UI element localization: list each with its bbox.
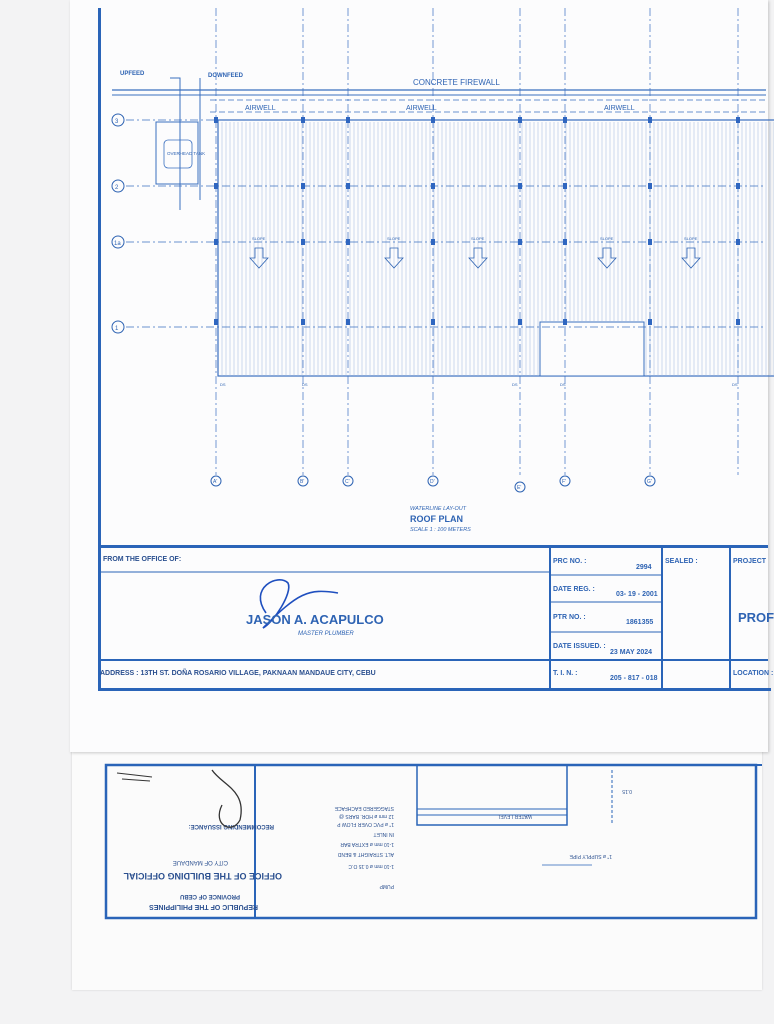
ds-label: DS <box>512 382 518 387</box>
back-signature <box>212 770 241 827</box>
prc-value: 2994 <box>636 564 652 571</box>
project-name-partial: PROF <box>738 610 774 625</box>
back-note: IN INLET <box>373 831 394 837</box>
ds-label: DS <box>220 382 226 387</box>
slope-label: SLOPE <box>684 236 698 241</box>
tin-label: T. I. N. : <box>553 670 578 677</box>
ptr-value: 1861355 <box>626 619 654 626</box>
back-dim: 0.15 <box>622 788 632 794</box>
roof-sheeting <box>222 122 774 376</box>
plumber-name: JASON A. ACAPULCO <box>246 612 384 627</box>
back-water-level: WATER LEVEL <box>497 813 532 819</box>
col-label: D' <box>430 479 435 485</box>
address: ADDRESS : 13TH ST. DOÑA ROSARIO VILLAGE, PAKNAAN MANDAUE CITY, CEBU <box>100 670 376 677</box>
slope-label: SLOPE <box>387 236 401 241</box>
drawing-sheet <box>70 0 774 752</box>
col-label: C' <box>345 479 350 485</box>
title-block <box>98 545 774 690</box>
back-sheet <box>72 745 762 990</box>
back-initials <box>117 773 152 781</box>
back-supply-pipe: 1" ø SUPPLY PIPE <box>569 853 612 859</box>
plan-title: ROOF PLAN <box>410 514 463 524</box>
column-grid-bubbles <box>211 476 655 492</box>
ds-label: DS <box>560 382 566 387</box>
airwell-label: AIRWELL <box>604 105 635 112</box>
airwell-label: AIRWELL <box>406 105 437 112</box>
col-label: F' <box>562 479 567 485</box>
back-recommending: RECOMMENDING ISSUANCE: <box>188 823 274 829</box>
row-label: 3 <box>115 119 119 125</box>
date-reg-label: DATE REG. : <box>553 586 595 593</box>
slope-arrows <box>250 248 700 268</box>
from-office-label: FROM THE OFFICE OF: <box>103 556 182 563</box>
date-reg-value: 03- 19 - 2001 <box>616 591 658 598</box>
plumber-role: MASTER PLUMBER <box>298 631 354 637</box>
date-issued-value: 23 MAY 2024 <box>610 649 653 656</box>
sealed-label: SEALED : <box>665 558 698 565</box>
airwell-label: AIRWELL <box>245 105 276 112</box>
back-note: 1" ø PVC OVER FLOW P <box>337 821 394 827</box>
back-note: 12 mm ø HOR. BARS @ <box>338 813 394 819</box>
firewall-label: CONCRETE FIREWALL <box>413 78 500 87</box>
col-label: B' <box>300 479 305 485</box>
project-label: PROJECT <box>733 558 767 565</box>
roof-plan-drawing <box>70 0 768 545</box>
back-city: CITY OF MANDAUE <box>172 859 228 865</box>
col-label: G' <box>647 479 652 485</box>
column-markers <box>214 117 740 325</box>
slope-label: SLOPE <box>252 236 266 241</box>
prc-label: PRC NO. : <box>553 558 587 565</box>
row-label: 1a <box>114 241 121 247</box>
row-grid-bubbles <box>112 114 124 333</box>
back-note: 1-10 mm ø 0.15 O.C <box>348 863 394 869</box>
upfeed-label: UPFEED <box>120 71 145 77</box>
back-province: PROVINCE OF CEBU <box>179 893 240 899</box>
row-label: 1 <box>115 326 119 332</box>
downfeed-label: DOWNFEED <box>208 73 243 79</box>
back-note: ALT. STRAIGHT & BEND <box>337 851 394 857</box>
date-issued-label: DATE ISSUED. : <box>553 643 606 650</box>
back-note: STAGGERED EACHFACE <box>334 805 394 811</box>
ds-label: DS <box>302 382 308 387</box>
row-label: 2 <box>115 185 119 191</box>
slope-label: SLOPE <box>471 236 485 241</box>
plan-scale: SCALE 1 : 100 METERS <box>410 527 471 533</box>
slope-label: SLOPE <box>600 236 614 241</box>
title-block-lines <box>98 548 768 690</box>
overhead-tank-label: OVERHEAD TANK <box>167 151 206 156</box>
back-sheet-drawing <box>72 745 762 990</box>
plan-subtitle: WATERLINE LAY-OUT <box>410 506 467 512</box>
ds-label: DS <box>732 382 738 387</box>
location-label: LOCATION : <box>733 670 774 677</box>
col-label: E' <box>517 485 522 491</box>
back-office: OFFICE OF THE BUILDING OFFICIAL <box>123 871 282 881</box>
tin-value: 205 - 817 - 018 <box>610 675 658 682</box>
back-note: PUMP <box>379 883 394 889</box>
col-label: A' <box>213 479 218 485</box>
back-note: 1-10 mm ø EXTRA BAR <box>340 841 394 847</box>
ptr-label: PTR NO. : <box>553 614 586 621</box>
back-republic: REPUBLIC OF THE PHILIPPINES <box>149 903 258 910</box>
